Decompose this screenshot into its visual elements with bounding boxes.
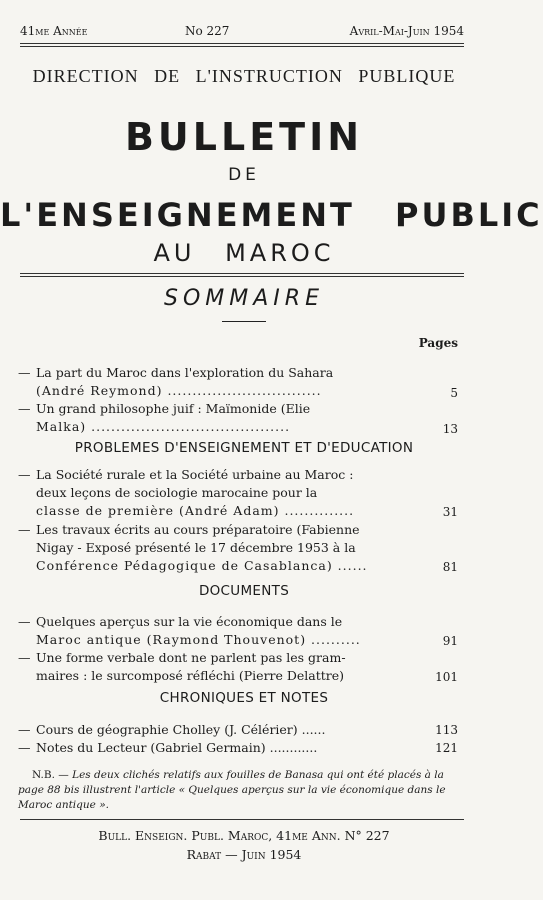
toc-entry-line: Une forme verbale dont ne parlent pas les gram- [36, 650, 346, 665]
section-chroniques: CHRONIQUES ET NOTES [159, 690, 329, 706]
toc-page-number: 5 [450, 386, 458, 400]
sommaire-heading: SOMMAIRE [164, 286, 324, 311]
title-enseignement-public: L'ENSEIGNEMENT PUBLIC [0, 196, 543, 234]
issue-date: Avril-Mai-Juin 1954 [349, 24, 464, 38]
toc-entry-line: Quelques aperçus sur la vie économique dans le [36, 614, 343, 629]
title-au-maroc: AU MAROC [153, 239, 335, 267]
title-de: DE [228, 165, 260, 185]
section-documents: DOCUMENTS [198, 583, 290, 599]
pages-label: Pages [418, 336, 458, 350]
toc-entry-line: Un grand philosophe juif : Maïmonide (Elie [36, 401, 311, 416]
toc-entry: — Quelques aperçus sur la vie économique dans le Maroc antique (Raymond Thouvenot) .......... [18, 613, 408, 649]
nb-note [18, 768, 470, 813]
toc-entry: — La part du Maroc dans l'exploration du Sahara (André Reymond) ............................... [18, 364, 408, 400]
toc-entry-line: (André Reymond) ............................... [36, 383, 322, 398]
direction-line: DIRECTION DE L'INSTRUCTION PUBLIQUE [32, 66, 456, 86]
toc-entry: — Cours de géographie Cholley (J. Célérier) ...... [18, 722, 326, 737]
issue-year: 41me Année [20, 24, 88, 38]
toc-entry-line: Notes du Lecteur (Gabriel Germain) ............ [36, 740, 318, 755]
issue-header [20, 24, 464, 42]
masthead-rule-double [20, 276, 464, 277]
section-problemes: PROBLEMES D'ENSEIGNEMENT ET D'EDUCATION [74, 440, 414, 456]
nb-text: Les deux clichés relatifs aux fouilles de Banasa qui ont été placés à la page 88 bis illustrent l'article « Quelques aperçus sur la vie économique dans le Maroc antique ». [18, 769, 446, 811]
toc-entry-line: maires : le surcomposé réfléchi (Pierre Delattre) [36, 668, 345, 683]
toc-entry-line: Nigay - Exposé présenté le 17 décembre 1953 à la [36, 540, 356, 555]
toc-entry: — Un grand philosophe juif : Maïmonide (Elie Malka) ........................................ [18, 400, 408, 436]
nb-lead: N.B. — [32, 769, 69, 781]
toc-page-number: 31 [442, 505, 458, 519]
toc-entry-line: Conférence Pédagogique de Casablanca) ...... [36, 558, 368, 573]
footer-rule [20, 819, 464, 820]
title-bulletin: BULLETIN [124, 115, 364, 159]
toc-entry-line: Maroc antique (Raymond Thouvenot) .......... [36, 632, 361, 647]
toc-entry-line: deux leçons de sociologie marocaine pour la [36, 485, 318, 500]
toc-entry: — Les travaux écrits au cours préparatoire (Fabienne Nigay - Exposé présenté le 17 décembre 1953 à la Conférence Pédagogique de Casablanca) ...... [18, 521, 408, 575]
footer-place-date: Rabat — Juin 1954 [186, 847, 302, 862]
toc-page-number: 13 [442, 422, 458, 436]
issue-number: No 227 [185, 24, 230, 38]
toc-entry-line: Cours de géographie Cholley (J. Célérier) ...... [36, 722, 326, 737]
toc-entry: — Une forme verbale dont ne parlent pas les gram- maires : le surcomposé réfléchi (Pierre Delattre) [18, 649, 408, 685]
toc-entry: — Notes du Lecteur (Gabriel Germain) ............ [18, 740, 318, 755]
toc-entry: — La Société rurale et la Société urbaine au Maroc : deux leçons de sociologie marocaine pour la classe de première (André Adam) .............. [18, 466, 408, 520]
footer-citation: Bull. Enseign. Publ. Maroc, 41me Ann. N° 227 [98, 828, 390, 843]
toc-entry-line: La Société rurale et la Société urbaine au Maroc : [36, 467, 354, 482]
toc-entry-line: Malka) ........................................ [36, 419, 291, 434]
toc-page-number: 101 [435, 670, 458, 684]
header-rule-double [20, 46, 464, 47]
toc-page-number: 113 [435, 723, 458, 737]
toc-entry-line: classe de première (André Adam) .............. [36, 503, 355, 518]
toc-page-number: 81 [442, 560, 458, 574]
toc-entry-line: La part du Maroc dans l'exploration du Sahara [36, 365, 334, 380]
toc-entry-line: Les travaux écrits au cours préparatoire (Fabienne [36, 522, 360, 537]
header-rule [20, 43, 464, 44]
toc-page-number: 91 [442, 634, 458, 648]
masthead-rule [20, 273, 464, 274]
sommaire-underline [222, 321, 266, 322]
toc-page-number: 121 [435, 741, 458, 755]
